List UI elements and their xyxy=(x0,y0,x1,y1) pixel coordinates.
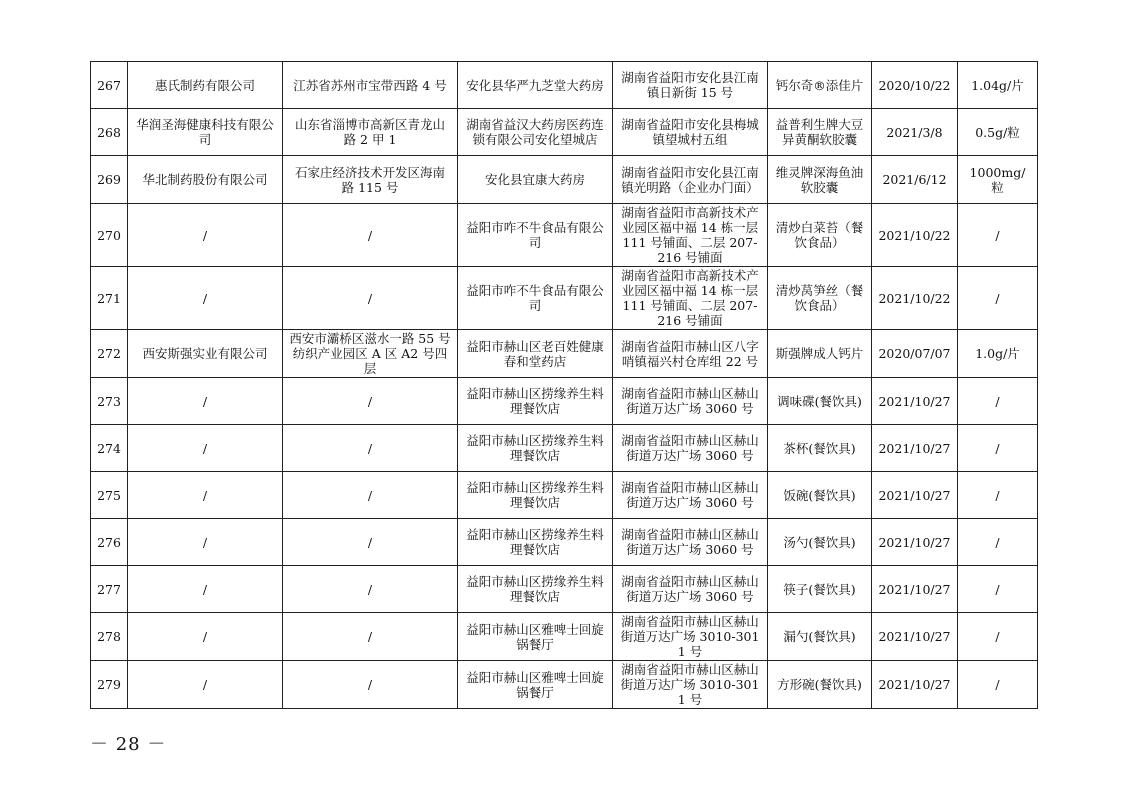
product-name-cell: 钙尔奇®添佳片 xyxy=(768,62,872,109)
table-row xyxy=(91,156,1038,204)
serial-number-cell: 270 xyxy=(91,204,128,267)
producer-cell: 华润圣海健康科技有限公司 xyxy=(128,109,283,156)
specification-cell: 1000mg/粒 xyxy=(958,156,1038,204)
table-row xyxy=(91,330,1038,378)
product-name-cell: 饭碗(餐饮具) xyxy=(768,472,872,519)
sampled-unit-cell: 益阳市咋不牛食品有限公司 xyxy=(458,204,613,267)
product-name-cell: 调味碟(餐饮具) xyxy=(768,378,872,425)
sampled-unit-cell: 益阳市赫山区雅啤士回旋锅餐厅 xyxy=(458,613,613,661)
sampled-unit-cell: 益阳市赫山区捞缘养生料理餐饮店 xyxy=(458,566,613,613)
sampled-address-cell: 湖南省益阳市赫山区赫山街道万达广场 3060 号 xyxy=(613,378,768,425)
product-name-cell: 汤勺(餐饮具) xyxy=(768,519,872,566)
serial-number-cell: 277 xyxy=(91,566,128,613)
production-date-cell: 2020/07/07 xyxy=(872,330,958,378)
specification-cell: / xyxy=(958,472,1038,519)
sampled-unit-cell: 益阳市赫山区捞缘养生料理餐饮店 xyxy=(458,519,613,566)
serial-number-cell: 275 xyxy=(91,472,128,519)
producer-cell: / xyxy=(128,566,283,613)
sampled-address-cell: 湖南省益阳市安化县江南镇光明路（企业办门面） xyxy=(613,156,768,204)
producer-address-cell: / xyxy=(283,519,458,566)
producer-cell: 西安斯强实业有限公司 xyxy=(128,330,283,378)
production-date-cell: 2021/10/27 xyxy=(872,472,958,519)
producer-cell: 惠氏制药有限公司 xyxy=(128,62,283,109)
producer-cell: / xyxy=(128,425,283,472)
producer-cell: / xyxy=(128,613,283,661)
specification-cell: / xyxy=(958,613,1038,661)
sampled-unit-cell: 益阳市咋不牛食品有限公司 xyxy=(458,267,613,330)
table-row xyxy=(91,62,1038,109)
product-name-cell: 茶杯(餐饮具) xyxy=(768,425,872,472)
serial-number-cell: 278 xyxy=(91,613,128,661)
serial-number-cell: 269 xyxy=(91,156,128,204)
production-date-cell: 2021/10/27 xyxy=(872,519,958,566)
sampled-address-cell: 湖南省益阳市赫山区赫山街道万达广场 3060 号 xyxy=(613,425,768,472)
specification-cell: / xyxy=(958,519,1038,566)
specification-cell: / xyxy=(958,661,1038,709)
producer-address-cell: 石家庄经济技术开发区海南路 115 号 xyxy=(283,156,458,204)
producer-cell: / xyxy=(128,661,283,709)
serial-number-cell: 279 xyxy=(91,661,128,709)
production-date-cell: 2021/10/27 xyxy=(872,378,958,425)
serial-number-cell: 268 xyxy=(91,109,128,156)
product-name-cell: 筷子(餐饮具) xyxy=(768,566,872,613)
sampled-unit-cell: 益阳市赫山区捞缘养生料理餐饮店 xyxy=(458,425,613,472)
producer-address-cell: 西安市灞桥区滋水一路 55 号纺织产业园区 A 区 A2 号四层 xyxy=(283,330,458,378)
table-row xyxy=(91,472,1038,519)
specification-cell: 1.04g/片 xyxy=(958,62,1038,109)
serial-number-cell: 272 xyxy=(91,330,128,378)
producer-cell: / xyxy=(128,378,283,425)
sampled-unit-cell: 益阳市赫山区老百姓健康春和堂药店 xyxy=(458,330,613,378)
inspection-table-container xyxy=(90,61,1037,709)
specification-cell: / xyxy=(958,566,1038,613)
production-date-cell: 2020/10/22 xyxy=(872,62,958,109)
table-row xyxy=(91,566,1038,613)
table-row xyxy=(91,378,1038,425)
specification-cell: 0.5g/粒 xyxy=(958,109,1038,156)
serial-number-cell: 273 xyxy=(91,378,128,425)
sampled-unit-cell: 安化县宜康大药房 xyxy=(458,156,613,204)
product-name-cell: 清炒白菜苔（餐饮食品） xyxy=(768,204,872,267)
sampled-address-cell: 湖南省益阳市赫山区赫山街道万达广场 3060 号 xyxy=(613,566,768,613)
producer-address-cell: / xyxy=(283,378,458,425)
table-row xyxy=(91,204,1038,267)
table-row xyxy=(91,613,1038,661)
table-row xyxy=(91,425,1038,472)
specification-cell: / xyxy=(958,425,1038,472)
product-name-cell: 清炒莴笋丝（餐饮食品） xyxy=(768,267,872,330)
serial-number-cell: 274 xyxy=(91,425,128,472)
producer-cell: / xyxy=(128,519,283,566)
producer-cell: 华北制药股份有限公司 xyxy=(128,156,283,204)
producer-address-cell: 山东省淄博市高新区青龙山路 2 甲 1 xyxy=(283,109,458,156)
producer-address-cell: / xyxy=(283,472,458,519)
specification-cell: / xyxy=(958,378,1038,425)
product-name-cell: 方形碗(餐饮具) xyxy=(768,661,872,709)
serial-number-cell: 271 xyxy=(91,267,128,330)
serial-number-cell: 276 xyxy=(91,519,128,566)
product-name-cell: 漏勺(餐饮具) xyxy=(768,613,872,661)
production-date-cell: 2021/10/27 xyxy=(872,661,958,709)
producer-address-cell: / xyxy=(283,661,458,709)
sampled-address-cell: 湖南省益阳市安化县梅城镇望城村五组 xyxy=(613,109,768,156)
table-body xyxy=(91,62,1038,709)
sampled-unit-cell: 安化县华严九芝堂大药房 xyxy=(458,62,613,109)
table-row xyxy=(91,267,1038,330)
sampled-address-cell: 湖南省益阳市赫山区八字哨镇福兴村仓库组 22 号 xyxy=(613,330,768,378)
sampled-address-cell: 湖南省益阳市安化县江南镇日新街 15 号 xyxy=(613,62,768,109)
production-date-cell: 2021/10/22 xyxy=(872,267,958,330)
sampled-unit-cell: 益阳市赫山区雅啤士回旋锅餐厅 xyxy=(458,661,613,709)
producer-address-cell: / xyxy=(283,566,458,613)
producer-address-cell: / xyxy=(283,267,458,330)
specification-cell: / xyxy=(958,204,1038,267)
production-date-cell: 2021/10/27 xyxy=(872,425,958,472)
production-date-cell: 2021/3/8 xyxy=(872,109,958,156)
table-row xyxy=(91,519,1038,566)
production-date-cell: 2021/10/22 xyxy=(872,204,958,267)
producer-address-cell: / xyxy=(283,425,458,472)
product-name-cell: 维灵牌深海鱼油软胶囊 xyxy=(768,156,872,204)
page-number: － 28 － xyxy=(90,734,167,755)
table-row xyxy=(91,109,1038,156)
producer-address-cell: / xyxy=(283,204,458,267)
serial-number-cell: 267 xyxy=(91,62,128,109)
producer-address-cell: 江苏省苏州市宝带西路 4 号 xyxy=(283,62,458,109)
sampled-address-cell: 湖南省益阳市高新技术产业园区福中福 14 栋一层 111 号铺面、二层 207-216 号铺面 xyxy=(613,204,768,267)
producer-cell: / xyxy=(128,472,283,519)
sampled-unit-cell: 湖南省益汉大药房医药连锁有限公司安化望城店 xyxy=(458,109,613,156)
sampled-address-cell: 湖南省益阳市赫山区赫山街道万达广场 3060 号 xyxy=(613,472,768,519)
specification-cell: / xyxy=(958,267,1038,330)
specification-cell: 1.0g/片 xyxy=(958,330,1038,378)
product-name-cell: 益普利生牌大豆异黄酮软胶囊 xyxy=(768,109,872,156)
producer-cell: / xyxy=(128,204,283,267)
inspection-results-table xyxy=(90,61,1038,709)
producer-cell: / xyxy=(128,267,283,330)
product-name-cell: 斯强牌成人钙片 xyxy=(768,330,872,378)
production-date-cell: 2021/10/27 xyxy=(872,566,958,613)
sampled-address-cell: 湖南省益阳市赫山区赫山街道万达广场 3060 号 xyxy=(613,519,768,566)
sampled-address-cell: 湖南省益阳市赫山区赫山街道万达广场 3010-3011 号 xyxy=(613,661,768,709)
sampled-unit-cell: 益阳市赫山区捞缘养生料理餐饮店 xyxy=(458,472,613,519)
table-row xyxy=(91,661,1038,709)
production-date-cell: 2021/10/27 xyxy=(872,613,958,661)
sampled-address-cell: 湖南省益阳市赫山区赫山街道万达广场 3010-3011 号 xyxy=(613,613,768,661)
producer-address-cell: / xyxy=(283,613,458,661)
sampled-address-cell: 湖南省益阳市高新技术产业园区福中福 14 栋一层 111 号铺面、二层 207-216 号铺面 xyxy=(613,267,768,330)
production-date-cell: 2021/6/12 xyxy=(872,156,958,204)
sampled-unit-cell: 益阳市赫山区捞缘养生料理餐饮店 xyxy=(458,378,613,425)
